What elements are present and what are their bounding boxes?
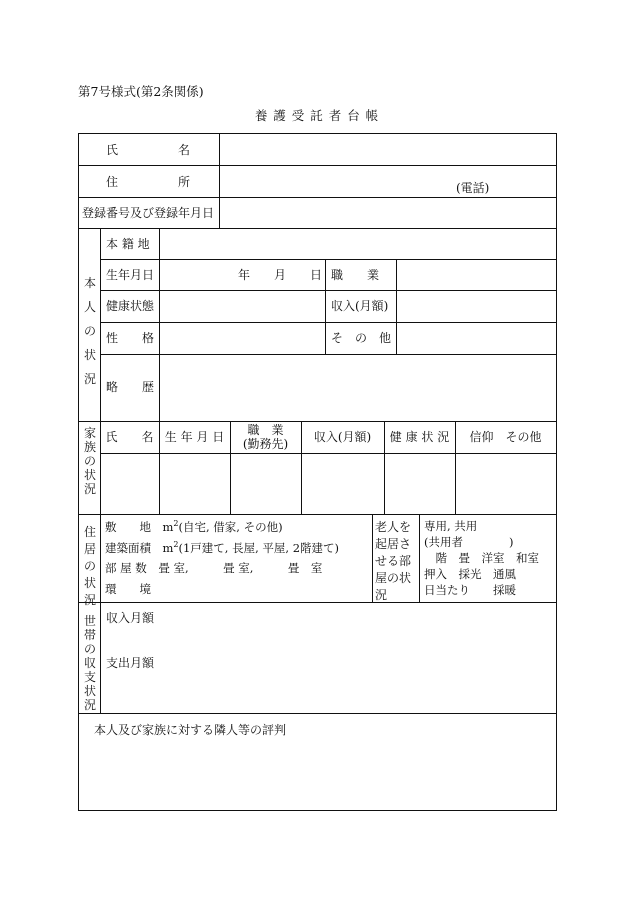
shared-with: (共用者 ) <box>424 535 514 549</box>
col-line <box>419 514 420 603</box>
row-line <box>100 322 557 323</box>
row-line <box>78 514 557 515</box>
floor-label: 建築面積 <box>105 541 151 555</box>
row-line <box>78 197 557 198</box>
table-border-left <box>78 133 79 811</box>
row-line <box>78 713 557 714</box>
table-border-top <box>78 133 557 134</box>
health-label: 健康状態 <box>106 299 155 313</box>
phone-label: (電話) <box>456 181 490 195</box>
table-border-bottom <box>78 810 557 811</box>
floor-unit: m <box>162 541 174 555</box>
other-label: そ の 他 <box>331 331 392 345</box>
family-col-income: 収入(月額) <box>313 430 372 444</box>
floor-row: 建築面積 $m^2(1$戸建て, 長屋, 平屋, 2階建て) <box>105 540 340 555</box>
room-type: 階 畳 洋室 和室 <box>424 551 539 565</box>
col-line <box>396 259 397 355</box>
site-note: (自宅, 借家, その他) <box>178 520 283 534</box>
col-line <box>325 259 326 355</box>
address-label: 住 所 <box>106 175 191 189</box>
room-usage: 専用, 共用 <box>424 519 478 533</box>
family-col-workplace: (勤務先) <box>242 437 289 451</box>
form-title: 養 護 受 託 者 台 帳 <box>254 108 380 123</box>
housing-section-label: 住居の状況 <box>83 525 96 607</box>
environment-label: 環 境 <box>105 582 151 596</box>
expenses-monthly-label: 支出月額 <box>106 656 155 670</box>
col-line <box>100 228 101 714</box>
row-line <box>100 259 557 260</box>
birthdate-ymd: 年 月 日 <box>238 268 323 282</box>
elder-room-label: 老人を起居させる部屋の状況 <box>375 520 412 602</box>
row-line <box>100 453 557 454</box>
rooms-row <box>105 561 322 575</box>
family-section-label: 家族の状況 <box>83 426 96 496</box>
site-unit: m <box>162 520 174 534</box>
registration-label: 登録番号及び登録年月日 <box>82 206 215 220</box>
row-line <box>78 421 557 422</box>
neighbor-review-label: 本人及び家族に対する隣人等の評判 <box>94 723 287 737</box>
rooms-label: 部 屋 数 <box>105 561 147 575</box>
character-label: 性 格 <box>106 331 155 345</box>
row-line <box>78 602 557 603</box>
site-label: 敷 地 <box>105 520 151 534</box>
room-features: 押入 採光 通風 <box>424 567 516 581</box>
floor-note: (1戸建て, 長屋, 平屋, 2階建て) <box>178 541 340 555</box>
domicile-label: 本 籍 地 <box>106 237 150 251</box>
person-section-label: 本人の状況 <box>83 276 96 386</box>
table-border-right <box>556 133 557 811</box>
finances-section-label: 世帯の収支状況 <box>83 614 96 712</box>
occupation-label: 職 業 <box>331 268 380 282</box>
income-label: 収入(月額) <box>331 299 389 313</box>
history-label: 略 歴 <box>106 380 155 394</box>
row-line <box>100 290 557 291</box>
site-row: 敷 地 $m^2$(自宅, 借家, その他) <box>105 519 283 534</box>
family-col-birthdate: 生 年 月 日 <box>164 430 225 444</box>
birthdate-label: 生年月日 <box>106 268 155 282</box>
col-line <box>159 228 160 422</box>
col-line <box>219 133 220 229</box>
row-line <box>78 228 557 229</box>
sunlight-heating: 日当たり 採暖 <box>424 583 516 597</box>
row-line <box>100 354 557 355</box>
col-line <box>372 514 373 603</box>
family-col-occupation: 職 業 <box>247 423 284 437</box>
name-label: 氏 名 <box>106 143 191 157</box>
row-line <box>78 165 557 166</box>
rooms-values: 畳 室, 畳 室, 畳 室 <box>158 561 323 575</box>
family-col-religion: 信仰 その他 <box>469 430 542 444</box>
family-col-name: 氏 名 <box>105 430 154 444</box>
family-col-health: 健 康 状 況 <box>389 430 450 444</box>
form-number: 第7号様式(第2条関係) <box>78 84 204 99</box>
income-monthly-label: 収入月額 <box>106 611 155 625</box>
